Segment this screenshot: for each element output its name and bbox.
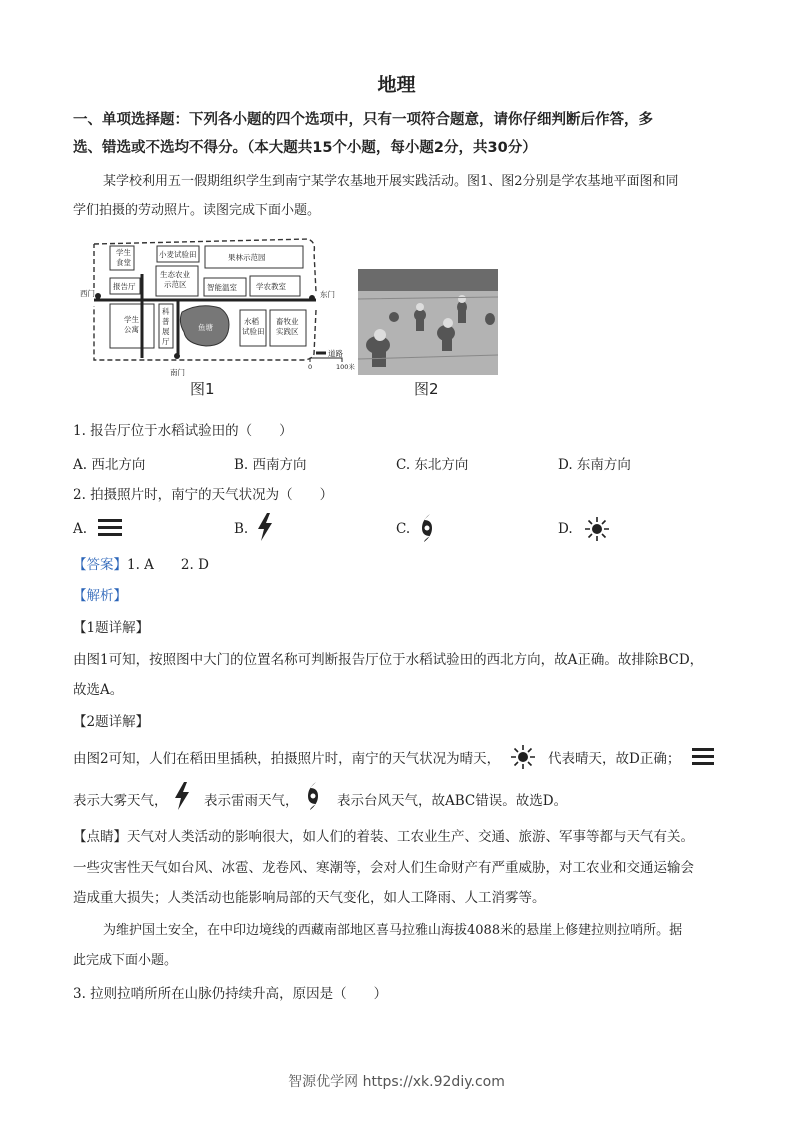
map-label-rice-1: 水稻	[244, 317, 259, 326]
map-label-science-2: 普	[162, 317, 170, 326]
footer-watermark: 智源优学网 https://xk.92diy.com	[288, 1074, 505, 1090]
typhoon-icon	[304, 782, 322, 810]
map-label-canteen-1: 学生	[116, 248, 131, 257]
detail2-line2b: 表示雷雨天气，	[204, 793, 299, 809]
q1-option-c: C. 东北方向	[396, 457, 469, 473]
thunderstorm-icon	[256, 513, 274, 541]
map-label-apartment-1: 学生	[124, 315, 139, 324]
fog-icon	[98, 517, 122, 539]
q1-option-a: A. 西北方向	[73, 457, 146, 473]
farm-base-map	[80, 236, 360, 398]
answer-label: 【答案】	[73, 557, 127, 573]
map-label-livestock-2: 实践区	[276, 327, 299, 336]
intro2-line2: 此完成下面小题。	[73, 953, 178, 968]
detail1-line1: 由图1可知，按照图中大门的位置名称可判断报告厅位于水稻试验田的西北方向，故A正确。故排除BCD，	[73, 652, 704, 668]
intro-line1: 某学校利用五一假期组织学生到南宁某学农基地开展实践活动。图1、图2分别是学农基地平面图和同	[103, 174, 679, 189]
map-label-east-gate: 东门	[320, 290, 335, 299]
q2-option-a: A.	[73, 521, 88, 537]
map-label-apartment-2: 公寓	[124, 325, 139, 334]
map-label-west-gate: 西门	[80, 289, 95, 298]
comment-line1: 天气对人类活动的影响很大，如人们的着装、工农业生产、交通、旅游、军事等都与天气有关。	[127, 829, 694, 845]
fog-icon	[692, 746, 714, 766]
comment-label: 【点睛】	[73, 829, 127, 845]
map-label-science-4: 厅	[162, 337, 170, 346]
figure1-caption: 图1	[190, 380, 215, 398]
answer-line	[73, 554, 209, 576]
intro-line2: 学们拍摄的劳动照片。读图完成下面小题。	[73, 203, 321, 218]
typhoon-icon	[418, 514, 436, 542]
detail2-label: 【2题详解】	[73, 714, 150, 730]
map-label-science-3: 展	[162, 327, 170, 336]
map-label-livestock-1: 畜牧业	[276, 317, 299, 326]
field-work-photo	[358, 269, 498, 375]
map-label-canteen-2: 食堂	[116, 258, 131, 267]
section-heading-line2: 选、错选或不选均不得分。（本大题共15个小题，每小题2分，共30分）	[73, 140, 537, 156]
detail2-line1b: 代表晴天，故D正确；	[548, 751, 681, 767]
map-label-science-1: 科	[162, 307, 170, 316]
intro2-line1: 为维护国土安全，在中印边境线的西藏南部地区喜马拉雅山海拔4088米的悬崖上修建拉则拉哨所。据	[103, 923, 683, 938]
map-label-classroom: 学农教室	[256, 282, 286, 291]
q1-stem: 1. 报告厅位于水稻试验田的（ ）	[73, 423, 293, 439]
q2-stem: 2. 拍摄照片时，南宁的天气状况为（ ）	[73, 487, 334, 503]
q3-stem: 3. 拉则拉哨所所在山脉仍持续升高，原因是（ ）	[73, 986, 388, 1002]
detail2-line1a: 由图2可知，人们在稻田里插秧，拍摄照片时，南宁的天气状况为晴天，	[73, 751, 501, 767]
analysis-label: 【解析】	[73, 588, 127, 604]
map-label-orchard: 果林示范园	[228, 253, 266, 262]
map-label-eco-1: 生态农业	[160, 270, 190, 279]
sunny-icon	[584, 516, 610, 542]
comment-line2: 一些灾害性天气如台风、冰雹、龙卷风、寒潮等，会对人们生命财产有严重威胁，对工农业和交通运输会	[73, 860, 694, 876]
q2-option-c: C.	[396, 521, 411, 537]
map-label-scale-100: 100米	[336, 363, 355, 371]
section-heading-line1: 一、单项选择题：下列各小题的四个选项中，只有一项符合题意，请你仔细判断后作答，多	[73, 112, 653, 128]
comment-line3: 造成重大损失；人类活动也能影响局部的天气变化，如人工降雨、人工消雾等。	[73, 890, 546, 906]
detail2-line2c: 表示台风天气，故ABC错误。故选D。	[337, 793, 568, 809]
page-title: 地理	[377, 74, 416, 96]
map-label-south-gate: 南门	[170, 368, 185, 377]
detail1-label: 【1题详解】	[73, 620, 150, 636]
map-label-report-hall: 报告厅	[113, 282, 136, 291]
map-label-road: 道路	[328, 349, 343, 358]
detail1-line2: 故选A。	[73, 682, 124, 698]
thunderstorm-icon	[173, 782, 191, 810]
map-label-pond: 鱼塘	[198, 323, 213, 332]
detail2-line2a: 表示大雾天气，	[73, 793, 168, 809]
map-label-rice-2: 试验田	[242, 327, 265, 336]
q1-option-b: B. 西南方向	[234, 457, 307, 473]
map-label-eco-2: 示范区	[164, 280, 187, 289]
q2-option-b: B.	[234, 521, 249, 537]
map-label-greenhouse: 智能温室	[207, 283, 237, 292]
figure2-caption: 图2	[414, 380, 439, 398]
map-label-scale-0: 0	[308, 363, 313, 371]
sunny-icon	[510, 744, 536, 770]
q1-option-d: D. 东南方向	[558, 457, 631, 473]
q2-option-d: D.	[558, 521, 573, 537]
answer-text: 1. A 2. D	[127, 557, 209, 573]
comment-line1-wrap	[73, 826, 733, 848]
map-label-wheat: 小麦试验田	[159, 250, 197, 259]
